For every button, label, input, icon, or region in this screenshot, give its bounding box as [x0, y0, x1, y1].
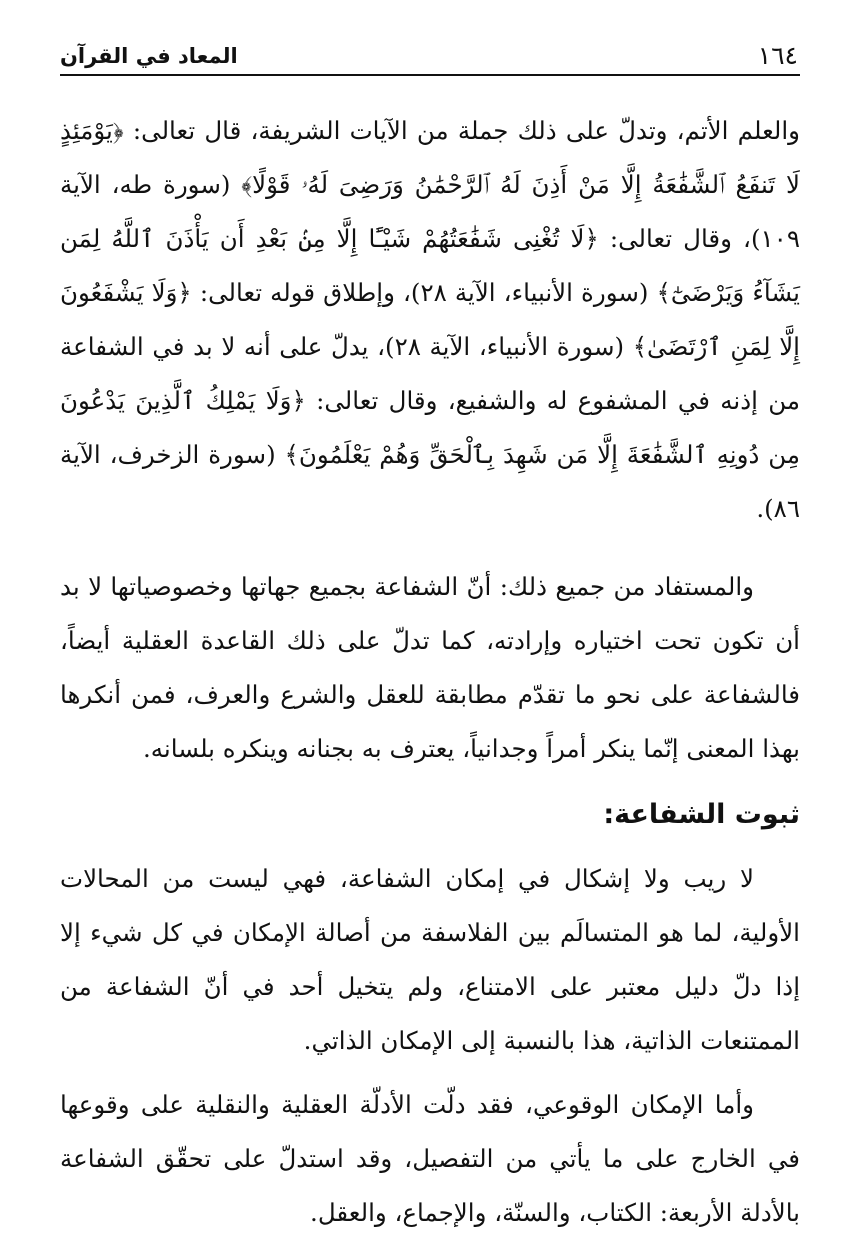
header-rule: [60, 74, 800, 76]
paragraph-essential-possibility: لا ريب ولا إشكال في إمكان الشفاعة، فهي ليست من المحالات الأولية، لما هو المتسالَم بين الفلاسفة من أصالة الإمكان في كل شيء إلا إذا دلّ دليل معتبر على الامتناع، ولم يتخيل أحد في أنّ الشفاعة من الممتنعات الذاتية، هذا بالنسبة إلى الإمكان الذاتي.: [60, 864, 800, 1055]
page-header: [60, 26, 798, 72]
section-heading: ثبوت الشفاعة:: [603, 799, 800, 830]
paragraph-intercession-verses: والعلم الأتم، وتدلّ على ذلك جملة من الآيات الشريفة، قال تعالى: ﴿يَوْمَئِذٍ لَا تَنفَعُ ٱلشَّفَٰعَةُ إِلَّا مَنْ أَذِنَ لَهُ ٱلرَّحْمَٰنُ وَرَضِىَ لَهُۥ قَوْلًا﴾ (سورة طه، الآية ١٠٩)، وقال تعالى: ﴿لَا تُغْنِى شَفَٰعَتُهُمْ شَيْـًٔا إِلَّا مِنۢ بَعْدِ أَن يَأْذَنَ ٱللَّهُ لِمَن يَشَآءُ وَيَرْضَىٰٓ﴾ (سورة الأنبياء، الآية ٢٨)، وإطلاق قوله تعالى: ﴿وَلَا يَشْفَعُونَ إِلَّا لِمَنِ ٱرْتَضَىٰ﴾ (سورة الأنبياء، الآية ٢٨)، يدلّ على أنه لا بد في الشفاعة من إذنه في المشفوع له والشفيع، وقال تعالى: ﴿وَلَا يَمْلِكُ ٱلَّذِينَ يَدْعُونَ مِن دُونِهِ ٱلشَّفَٰعَةَ إِلَّا مَن شَهِدَ بِٱلْحَقِّ وَهُمْ يَعْلَمُونَ﴾ (سورة الزخرف، الآية ٨٦).: [60, 116, 800, 523]
page-body: [60, 104, 800, 1240]
paragraph-conclusion: والمستفاد من جميع ذلك: أنّ الشفاعة بجميع جهاتها وخصوصياتها لا بد أن تكون تحت اختياره وإرادته، كما تدلّ على ذلك القاعدة العقلية أيضاً، فالشفاعة على نحو ما تقدّم مطابقة للعقل والشرع والعرف، فمن أنكرها بهذا المعنى إنّما ينكر أمراً وجدانياً، يعترف به بجنانه وينكره بلسانه.: [60, 572, 800, 763]
running-title: المعاد في القرآن: [60, 44, 238, 68]
paragraph-actual-possibility: وأما الإمكان الوقوعي، فقد دلّت الأدلّة العقلية والنقلية على وقوعها في الخارج على ما يأتي من التفصيل، وقد استدلّ على تحقّق الشفاعة بالأدلة الأربعة: الكتاب، والسنّة، والإجماع، والعقل.: [60, 1090, 800, 1227]
page-number: ١٦٤: [757, 41, 798, 70]
